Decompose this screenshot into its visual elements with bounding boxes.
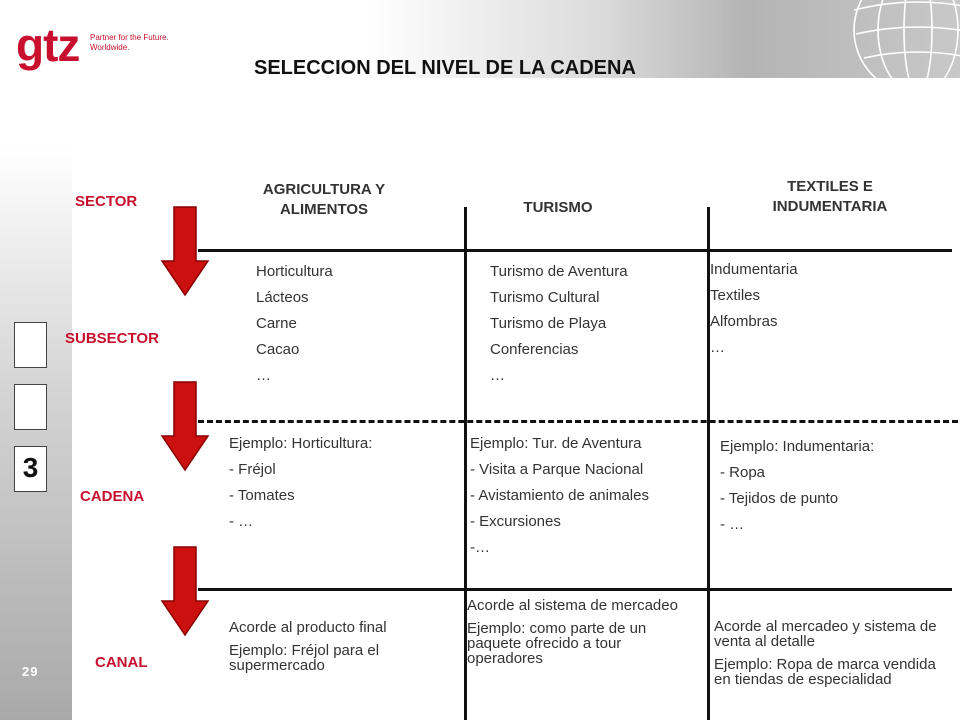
canal-description: Acorde al mercadeo y sistema de venta al detalle (714, 618, 937, 650)
list-item: - Tejidos de punto (720, 490, 839, 507)
canal-example: Ejemplo: Fréjol para el supermercado (229, 642, 380, 674)
step-box-3: 3 (14, 446, 47, 492)
canal-example: Ejemplo: como parte de un paquete ofrecido a tour operadores (467, 620, 647, 667)
list-item: Turismo de Playa (490, 315, 607, 332)
list-item: … (710, 339, 725, 356)
page-number: 29 (22, 664, 39, 679)
column-heading-turismo: TURISMO (523, 199, 593, 216)
row-divider-cadena (198, 588, 952, 591)
list-item: Horticultura (256, 263, 333, 280)
list-item: Textiles (710, 287, 761, 304)
cadena-list-turismo (470, 431, 649, 561)
row-divider-subsector-dashed (198, 420, 958, 423)
list-item: Lácteos (256, 289, 309, 306)
list-item: - Tomates (229, 487, 295, 504)
step-box-1 (14, 322, 47, 368)
step-box-2 (14, 384, 47, 430)
cadena-list-textiles (720, 434, 874, 538)
list-item: Conferencias (490, 341, 579, 358)
canal-description: Acorde al producto final (229, 619, 387, 636)
list-item: - … (229, 513, 254, 530)
list-item: - Avistamiento de animales (470, 487, 649, 504)
page-title: SELECCION DEL NIVEL DE LA CADENA (254, 57, 636, 79)
list-item: … (490, 367, 505, 384)
subsector-list-turismo (490, 259, 628, 389)
list-item: Carne (256, 315, 297, 332)
down-arrow-icon (160, 380, 210, 472)
list-item: Turismo Cultural (490, 289, 600, 306)
canal-description: Acorde al sistema de mercadeo (467, 597, 678, 614)
row-divider-sector (198, 249, 952, 252)
list-item: - Fréjol (229, 461, 276, 478)
canal-text-turismo (467, 598, 699, 674)
list-item: Ejemplo: Indumentaria: (720, 438, 875, 455)
down-arrow-icon (160, 545, 210, 637)
canal-text-agricultura (229, 620, 454, 681)
row-label-subsector: SUBSECTOR (65, 330, 159, 347)
canal-example: Ejemplo: Ropa de marca vendida en tiendas de especialidad (714, 656, 936, 688)
gtz-logo: gtz (16, 19, 80, 71)
logo-tagline: Partner for the Future. Worldwide. (90, 33, 169, 52)
list-item: - Ropa (720, 464, 766, 481)
list-item: Turismo de Aventura (490, 263, 628, 280)
list-item: Alfombras (710, 313, 778, 330)
row-label-sector: SECTOR (75, 193, 138, 210)
list-item: - Visita a Parque Nacional (470, 461, 644, 478)
column-heading-agricultura: AGRICULTURA Y ALIMENTOS (262, 181, 386, 218)
canal-text-textiles (714, 619, 944, 695)
list-item: - Excursiones (470, 513, 561, 530)
subsector-list-agricultura (256, 259, 333, 389)
column-heading-textiles: TEXTILES E INDUMENTARIA (772, 178, 888, 215)
row-label-canal: CANAL (95, 654, 148, 671)
list-item: Cacao (256, 341, 300, 358)
globe-graphic (838, 0, 960, 78)
subsector-list-textiles (710, 257, 798, 361)
list-item: -… (470, 539, 490, 556)
list-item: Indumentaria (710, 261, 798, 278)
list-item: Ejemplo: Tur. de Aventura (470, 435, 642, 452)
row-label-cadena: CADENA (80, 488, 145, 505)
list-item: … (256, 367, 271, 384)
cadena-list-agricultura (229, 431, 372, 535)
list-item: - … (720, 516, 745, 533)
left-sidebar-band (0, 148, 72, 720)
list-item: Ejemplo: Horticultura: (229, 435, 373, 452)
